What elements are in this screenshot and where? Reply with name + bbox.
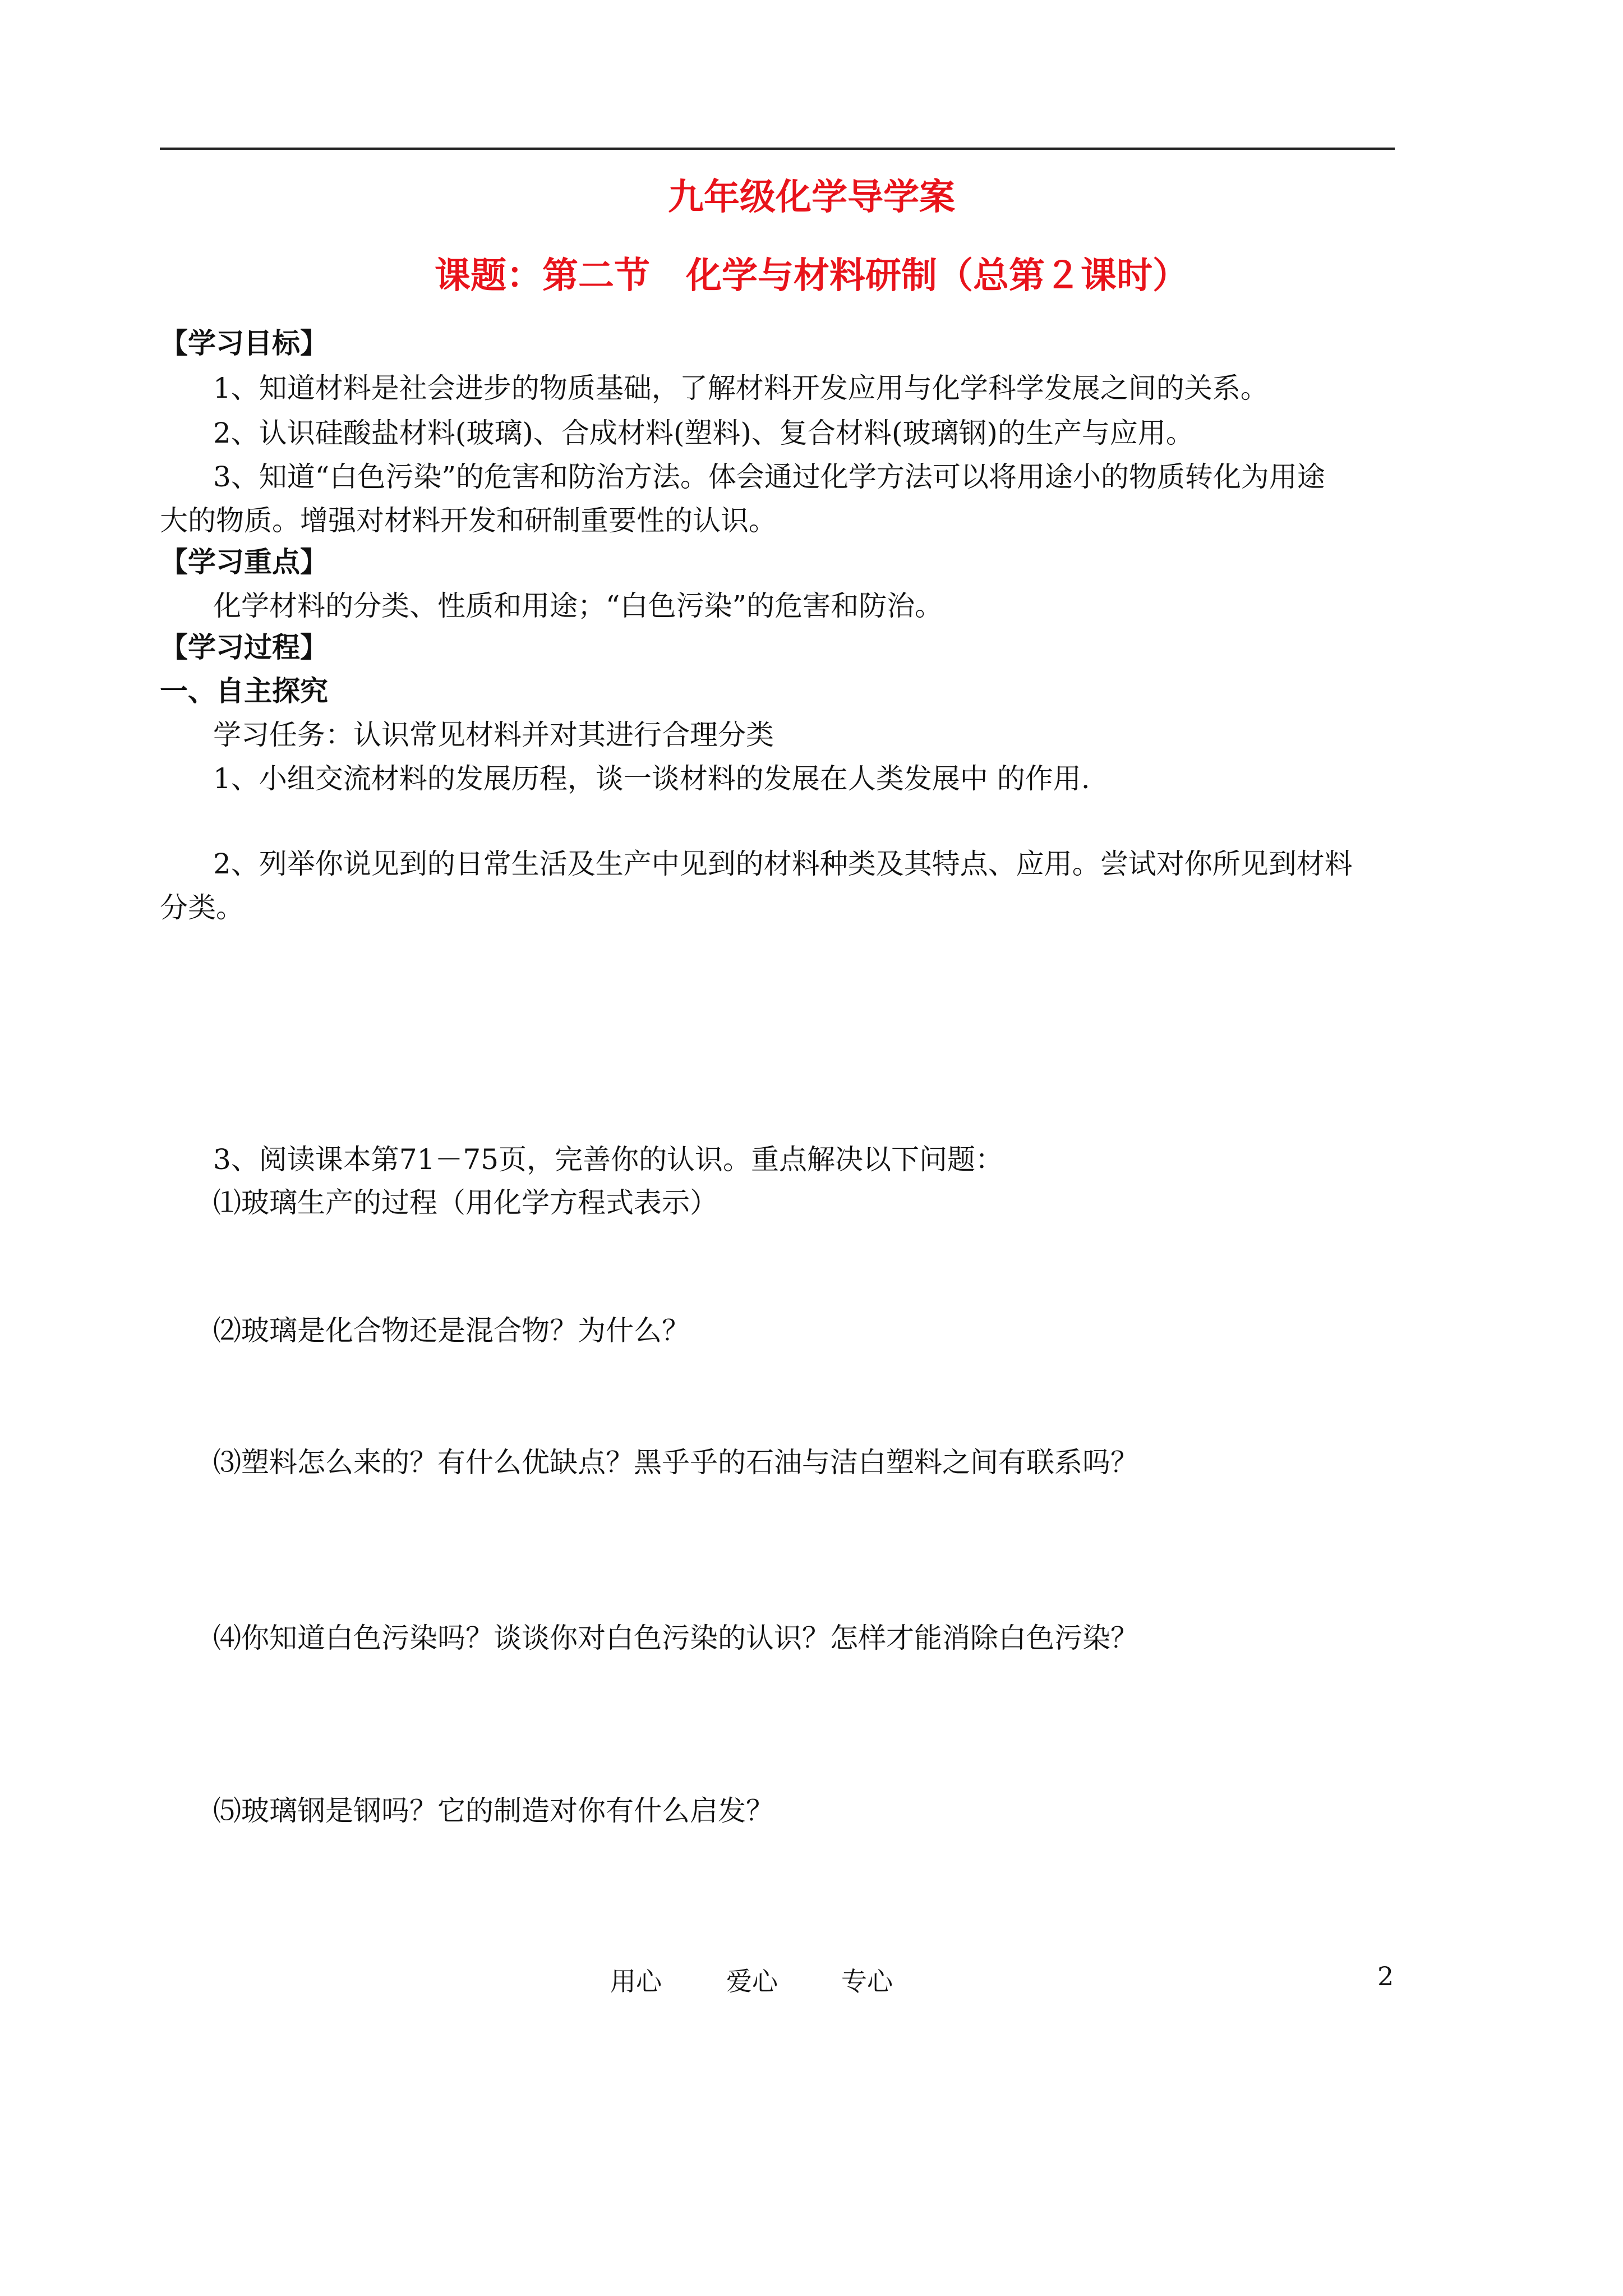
- objective-3-line1: 3、知道“白色污染”的危害和防治方法。体会通过化学方法可以将用途小的物质转化为用途: [213, 461, 1325, 493]
- objective-2: 2、认识硅酸盐材料(玻璃)、合成材料(塑料)、复合材料(玻璃钢)的生产与应用。: [213, 417, 1194, 449]
- lesson-subtitle: 课题：第二节 化学与材料研制（总第２课时）: [435, 255, 1188, 297]
- question-4: ⑷你知道白色污染吗？谈谈你对白色污染的认识？怎样才能消除白色污染？: [213, 1622, 1138, 1654]
- page-title: 九年级化学导学案: [668, 177, 955, 218]
- learning-task: 学习任务：认识常见材料并对其进行合理分类: [213, 719, 774, 751]
- objectives-heading: 【学习目标】: [160, 327, 328, 360]
- question-5: ⑸玻璃钢是钢吗？它的制造对你有什么启发？: [213, 1795, 774, 1827]
- item-2-line2: 分类。: [160, 891, 244, 924]
- process-heading: 【学习过程】: [160, 631, 328, 664]
- item-1: 1、小组交流材料的发展历程，谈一谈材料的发展在人类发展中 的作用.: [213, 762, 1090, 795]
- page-number: 2: [1377, 1961, 1394, 1991]
- footer-motto-2: 爱心: [726, 1966, 778, 1996]
- item-2-line1: 2、列举你说见到的日常生活及生产中见到的材料种类及其特点、应用。尝试对你所见到材料: [213, 848, 1353, 880]
- objective-3-line2: 大的物质。增强对材料开发和研制重要性的认识。: [160, 504, 777, 537]
- header-rule: [160, 148, 1395, 150]
- key-points-heading: 【学习重点】: [160, 546, 328, 578]
- footer-motto-1: 用心: [610, 1966, 662, 1996]
- question-3: ⑶塑料怎么来的？有什么优缺点？黑乎乎的石油与洁白塑料之间有联系吗？: [213, 1446, 1138, 1479]
- section-1-heading: 一、自主探究: [160, 675, 328, 707]
- question-1: ⑴玻璃生产的过程（用化学方程式表示）: [213, 1186, 718, 1219]
- key-points-text: 化学材料的分类、性质和用途；“白色污染”的危害和防治。: [213, 590, 943, 622]
- footer-motto-3: 专心: [841, 1966, 893, 1996]
- objective-1: 1、知道材料是社会进步的物质基础，了解材料开发应用与化学科学发展之间的关系。: [213, 372, 1269, 404]
- item-3: 3、阅读课本第71－75页，完善你的认识。重点解决以下问题：: [213, 1143, 1004, 1176]
- question-2: ⑵玻璃是化合物还是混合物？为什么？: [213, 1314, 690, 1347]
